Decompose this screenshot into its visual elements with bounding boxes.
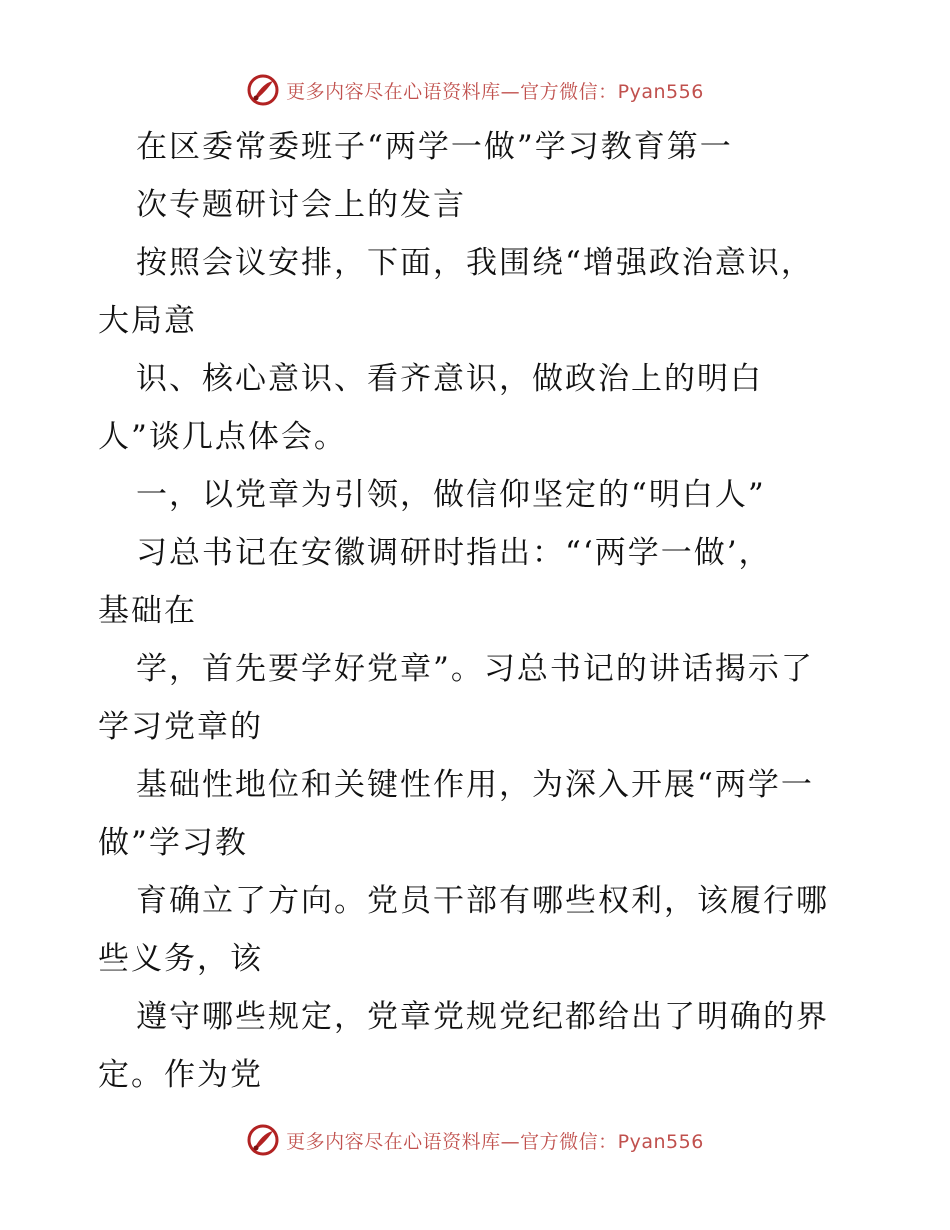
doc-line: 按照会议安排，下面，我围绕“增强政治意识， [136,245,814,281]
doc-line: 些义务，该 [98,941,263,977]
doc-line: 人”谈几点体会。 [98,419,347,455]
header-banner-content [246,73,704,107]
brush-logo-icon [246,73,280,107]
doc-line: 大局意 [98,303,197,339]
header-banner [0,70,950,110]
doc-line: 基础在 [98,593,197,629]
brush-logo-icon [246,1123,280,1157]
doc-line: 学习党章的 [98,709,263,745]
footer-banner-content [246,1123,704,1157]
doc-line: 一，以党章为引领，做信仰坚定的“明白人” [136,477,766,513]
doc-line: 基础性地位和关键性作用，为深入开展“两学一 [136,767,814,803]
doc-line: 识、核心意识、看齐意识，做政治上的明白 [136,361,763,397]
doc-line: 定。作为党 [98,1057,263,1093]
document-body [98,118,858,1104]
header-banner-text: 更多内容尽在心语资料库—官方微信：Pyan556 [286,80,704,103]
doc-line: 习总书记在安徽调研时指出：“‘两学一做’， [136,535,772,571]
doc-line: 遵守哪些规定，党章党规党纪都给出了明确的界 [136,999,829,1035]
doc-line: 学，首先要学好党章”。习总书记的讲话揭示了 [136,651,814,687]
footer-banner [0,1120,950,1160]
doc-line: 次专题研讨会上的发言 [136,187,466,223]
doc-line: 做”学习教 [98,825,248,861]
doc-line: 在区委常委班子“两学一做”学习教育第一 [136,129,733,165]
doc-line: 育确立了方向。党员干部有哪些权利，该履行哪 [136,883,829,919]
footer-banner-text: 更多内容尽在心语资料库—官方微信：Pyan556 [286,1130,704,1153]
